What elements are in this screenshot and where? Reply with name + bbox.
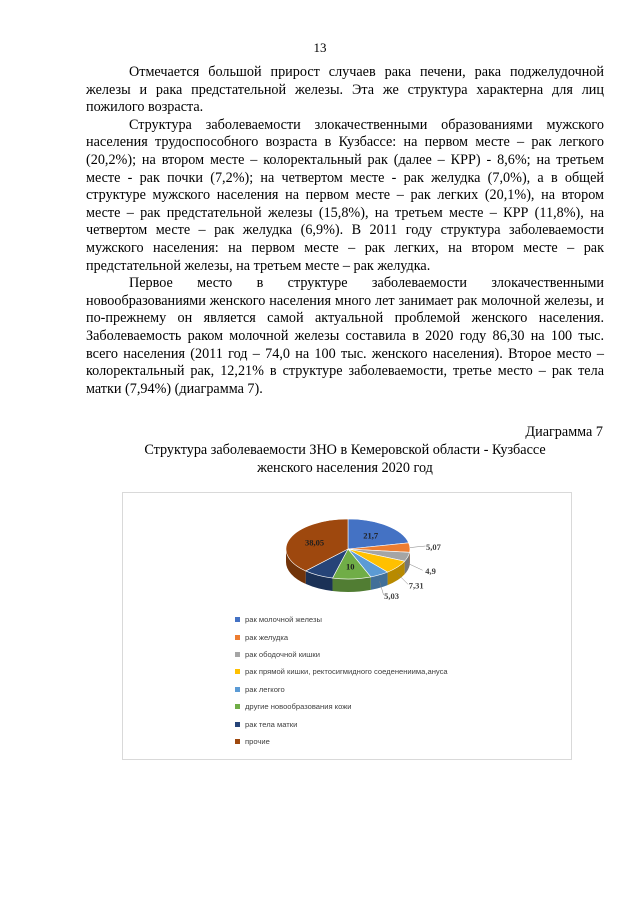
legend-label: рак легкого <box>245 684 285 694</box>
legend-label: рак тела матки <box>245 719 298 729</box>
legend-item <box>235 646 448 663</box>
legend-swatch <box>235 722 240 727</box>
data-label-7: 38,05 <box>304 537 325 548</box>
paragraph-1: Отмечается большой прирост случаев рака печени, рака поджелудочной железы и рака предстательной железы. Эта же структура характерна для лиц пожилого возраста. <box>86 64 604 116</box>
legend-item <box>235 628 448 645</box>
legend-item <box>235 681 448 698</box>
diagram-title-line-2: женского населения 2020 год <box>257 459 433 476</box>
diagram-label: Диаграмма 7 <box>525 424 603 440</box>
body-text <box>86 64 604 398</box>
legend-item <box>235 663 448 680</box>
legend-item <box>235 611 448 628</box>
legend-swatch <box>235 704 240 709</box>
leader-line-1 <box>410 546 426 548</box>
legend-swatch <box>235 687 240 692</box>
legend-swatch <box>235 739 240 744</box>
pie-chart <box>122 492 572 760</box>
data-label-5: 10 <box>345 561 355 572</box>
leader-line-2 <box>408 563 423 570</box>
legend-item <box>235 715 448 732</box>
data-label-3: 7,31 <box>408 580 424 591</box>
legend-swatch <box>235 652 240 657</box>
diagram-title-line-1: Структура заболеваемости ЗНО в Кемеровской области - Кузбассе <box>144 442 546 458</box>
data-label-1: 5,07 <box>426 542 441 553</box>
data-label-0: 21,7 <box>363 530 379 541</box>
legend-label: другие новообразования кожи <box>245 702 352 712</box>
data-label-4: 5,03 <box>384 591 400 602</box>
legend-label: рак желудка <box>245 632 289 642</box>
legend-label: рак ободочной кишки <box>245 649 320 659</box>
legend-label: рак прямой кишки, ректосигмидного соеденениима,ануса <box>245 667 448 677</box>
legend-label: прочие <box>245 736 270 746</box>
legend-swatch <box>235 669 240 674</box>
legend-swatch <box>235 635 240 640</box>
legend-item <box>235 733 448 750</box>
page-number: 13 <box>313 40 327 55</box>
data-label-2: 4,9 <box>425 566 436 577</box>
legend-swatch <box>235 617 240 622</box>
chart-legend <box>235 611 448 750</box>
paragraph-3: Первое место в структуре заболеваемости злокачественными новообразованиями женского населения много лет занимает рак молочной железы, и по-прежнему он является самой актуальной проблемой женского населения. Заболеваемость раком молочной железы составила в 2020 году 86,30 на 100 тыс. всего населения (2011 год – 74,0 на 100 тыс. женского населения). Второе место – колоректальный рак, 12,21% в структуре заболеваемости, третье место – рак тела матки (7,94%) (диаграмма 7). <box>86 275 604 397</box>
legend-label: рак молочной железы <box>245 615 322 625</box>
paragraph-2: Структура заболеваемости злокачественными образованиями мужского населения трудоспособного возраста в Кузбассе: на первом месте – рак легкого (20,2%); на втором месте – колоректальный рак (далее – КРР) - 8,6%; на третьем месте - рак почки (7,2%); на четвертом месте - рак желудка (7,0%), а в общей структуре мужского населения на первом месте – рак легких (20,1%), на втором месте – рак предстательной железы (15,8%), на третьем месте – КРР (11,8%), на четвертом месте – рак желудка (6,9%). В 2011 году структура заболеваемости мужского населения: на первом месте – рак легких, на втором месте – рак предстательной железы, на третьем месте – рак желудка. <box>86 116 604 274</box>
diagram-title <box>86 442 604 477</box>
legend-item <box>235 698 448 715</box>
